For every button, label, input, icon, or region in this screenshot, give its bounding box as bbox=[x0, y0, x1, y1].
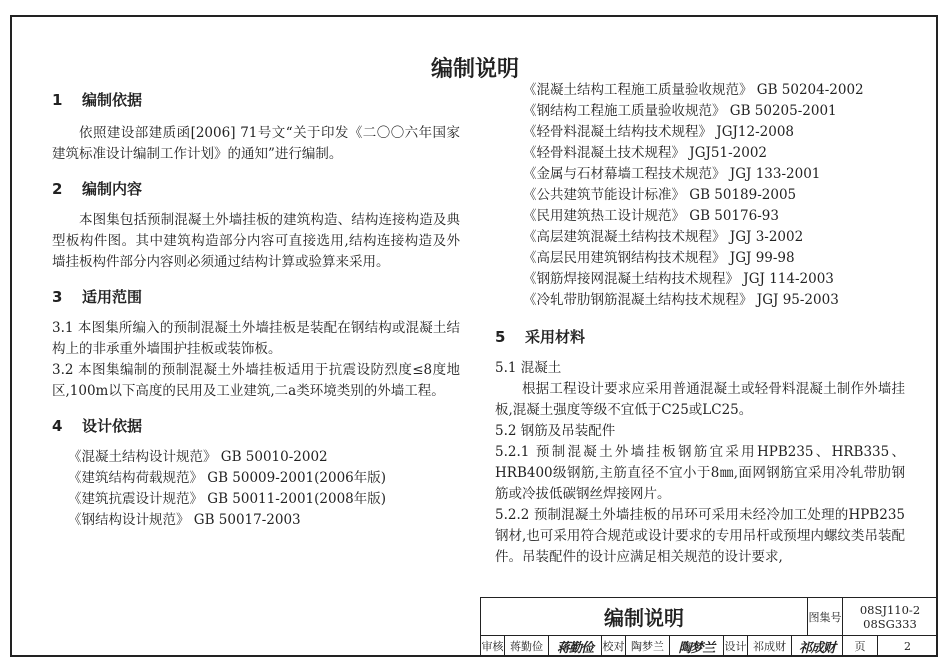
section-number: 4 bbox=[52, 417, 63, 435]
reference-item: 《钢筋焊接网混凝土结构技术规程》 JGJ 114-2003 bbox=[523, 271, 834, 287]
reference-item: 《建筑结构荷载规范》 GB 50009-2001(2006年版) bbox=[68, 470, 387, 486]
section-number: 5 bbox=[495, 328, 506, 346]
atlas-number bbox=[843, 598, 937, 636]
reference-item: 《冷轧带肋钢筋混凝土结构技术规程》 JGJ 95-2003 bbox=[523, 292, 839, 308]
design-label: 设计 bbox=[724, 636, 748, 656]
reference-list-left bbox=[52, 447, 460, 531]
section-title: 设计依据 bbox=[82, 417, 143, 435]
right-column bbox=[495, 80, 905, 568]
section-3-heading bbox=[52, 287, 460, 308]
reference-item: 《混凝土结构设计规范》 GB 50010-2002 bbox=[68, 449, 328, 465]
reference-item: 《民用建筑热工设计规范》 GB 50176-93 bbox=[523, 208, 779, 224]
section-4-heading bbox=[52, 416, 460, 437]
section-number: 3 bbox=[52, 288, 63, 306]
reference-item: 《金属与石材幕墙工程技术规范》 JGJ 133-2001 bbox=[523, 166, 821, 182]
check-label: 校对 bbox=[602, 636, 626, 656]
reviewer-name: 蒋勤俭 bbox=[505, 636, 549, 656]
section-1-heading bbox=[52, 90, 460, 111]
section-3-paragraph-1: 3.1 本图集所编入的预制混凝土外墙挂板是装配在钢结构或混凝土结构上的非承重外墙围护挂板或装饰板。 bbox=[52, 320, 460, 357]
reference-item: 《钢结构工程施工质量验收规范》 GB 50205-2001 bbox=[523, 103, 837, 119]
atlas-number-line-1: 08SJ110-2 bbox=[859, 602, 921, 617]
reference-item: 《高层民用建筑钢结构技术规程》 JGJ 99-98 bbox=[523, 250, 795, 266]
reference-item: 《公共建筑节能设计标准》 GB 50189-2005 bbox=[523, 187, 797, 203]
reference-list-right bbox=[495, 80, 905, 311]
section-title: 编制依据 bbox=[82, 91, 143, 109]
section-2-body: 本图集包括预制混凝土外墙挂板的建筑构造、结构连接构造及典型板构件图。其中建筑构造部分内容可直接选用,结构连接构造及外墙挂板构件部分内容则必须通过结构计算或验算来采用。 bbox=[52, 212, 460, 270]
title-block bbox=[480, 597, 936, 655]
section-title: 适用范围 bbox=[82, 288, 143, 306]
atlas-number-label: 图集号 bbox=[808, 598, 843, 636]
review-label: 审核 bbox=[481, 636, 505, 656]
section-title: 采用材料 bbox=[525, 328, 586, 346]
reference-item: 《轻骨料混凝土技术规程》 JGJ51-2002 bbox=[523, 145, 767, 161]
checker-name: 陶梦兰 bbox=[626, 636, 670, 656]
section-5-paragraph-3: 5.2.2 预制混凝土外墙挂板的吊环可采用未经冷加工处理的HPB235钢材,也可采用符合规范或设计要求的专用吊杆或预埋内螺纹类吊装配件。吊装配件的设计应满足相关规范的设计要求, bbox=[495, 507, 905, 565]
left-column bbox=[52, 90, 460, 531]
section-number: 1 bbox=[52, 91, 63, 109]
section-5-sub-2: 5.2 钢筋及吊装配件 bbox=[495, 423, 616, 439]
page-number: 2 bbox=[904, 639, 911, 653]
section-2-heading bbox=[52, 179, 460, 200]
signature-row bbox=[481, 636, 937, 656]
section-number: 2 bbox=[52, 180, 63, 198]
section-5-heading bbox=[495, 327, 905, 348]
checker-signature: 陶梦兰 bbox=[670, 636, 724, 656]
section-5-paragraph-2: 5.2.1 预制混凝土外墙挂板钢筋宜采用HPB235、HRB335、HRB400级钢筋,主筋直径不宜小于8㎜,面网钢筋宜采用冷轧带肋钢筋或冷拔低碳钢丝焊接网片。 bbox=[495, 444, 905, 502]
section-1-body: 依照建设部建质函[2006] 71号文“关于印发《二〇〇六年国家建筑标准设计编制工作计划》的通知”进行编制。 bbox=[52, 125, 460, 162]
reference-item: 《高层建筑混凝土结构技术规程》 JGJ 3-2002 bbox=[523, 229, 804, 245]
section-5-sub-1: 5.1 混凝土 bbox=[495, 360, 562, 376]
section-title: 编制内容 bbox=[82, 180, 143, 198]
reference-item: 《混凝土结构工程施工质量验收规范》 GB 50204-2002 bbox=[523, 82, 864, 98]
reviewer-signature: 蒋勤俭 bbox=[549, 636, 602, 656]
designer-signature: 祁成财 bbox=[792, 636, 843, 656]
atlas-number-line-2: 08SG333 bbox=[863, 616, 917, 631]
section-5-paragraph-1: 根据工程设计要求应采用普通混凝土或轻骨料混凝土制作外墙挂板,混凝土强度等级不宜低于C25或LC25。 bbox=[495, 381, 905, 418]
page-title: 编制说明 bbox=[430, 57, 519, 82]
reference-item: 《建筑抗震设计规范》 GB 50011-2001(2008年版) bbox=[68, 491, 387, 507]
page-label: 页 bbox=[843, 636, 878, 656]
section-3-paragraph-2: 3.2 本图集编制的预制混凝土外墙挂板适用于抗震设防烈度≤8度地区,100m以下高度的民用及工业建筑,二a类环境类别的外墙工程。 bbox=[52, 362, 460, 399]
title-block-title: 编制说明 bbox=[481, 598, 808, 636]
designer-name: 祁成财 bbox=[748, 636, 792, 656]
reference-item: 《钢结构设计规范》 GB 50017-2003 bbox=[68, 512, 301, 528]
reference-item: 《轻骨料混凝土结构技术规程》 JGJ12-2008 bbox=[523, 124, 794, 140]
